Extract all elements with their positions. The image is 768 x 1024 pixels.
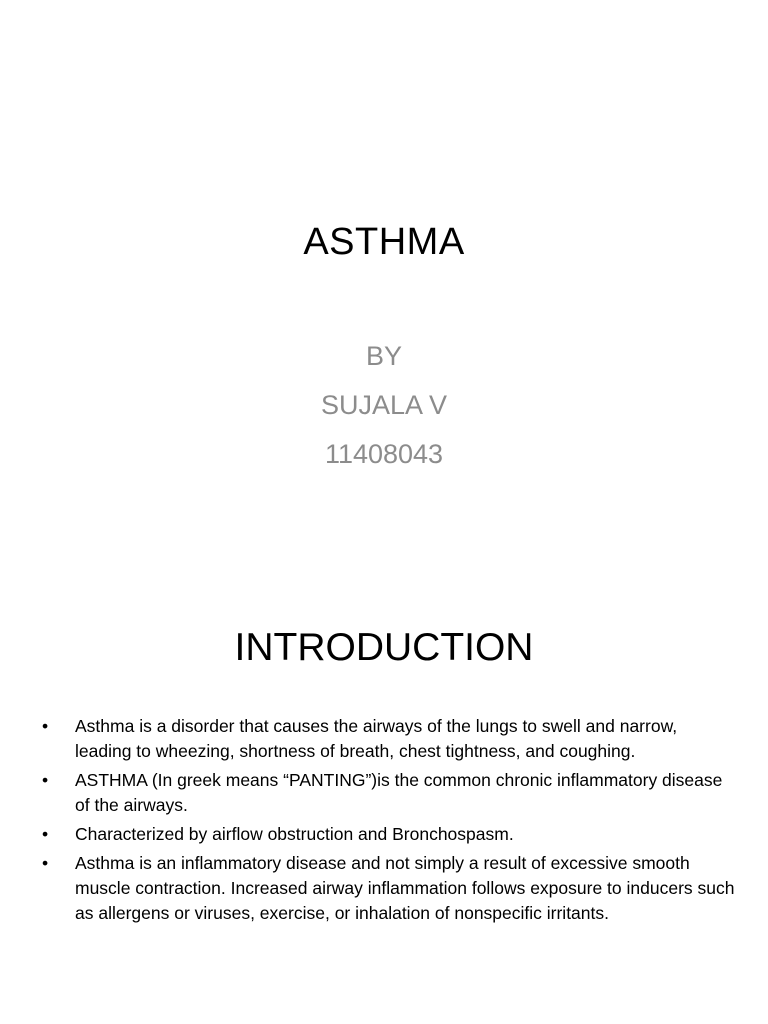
bullet-text: Asthma is an inflammatory disease and not simply a result of excessive smooth muscle contraction. Increased airway inflammation follows exposure to inducers such as allergens or viruses, exercise, or inhalation of nonspecific irritants.	[75, 853, 735, 923]
subtitle-id: 11408043	[324, 439, 444, 469]
bullet-item	[36, 822, 736, 847]
bullet-item	[36, 714, 736, 764]
bullet-text: Asthma is a disorder that causes the airways of the lungs to swell and narrow, leading to wheezing, shortness of breath, chest tightness, and coughing.	[75, 716, 678, 761]
introduction-slide	[0, 560, 768, 1024]
bullet-item	[36, 851, 736, 926]
bullet-icon: •	[42, 716, 49, 736]
bullet-icon: •	[42, 824, 49, 844]
bullet-icon: •	[42, 853, 49, 873]
intro-heading: INTRODUCTION	[234, 626, 534, 669]
slide-subtitle	[0, 332, 768, 479]
bullet-list	[36, 714, 736, 930]
subtitle-author: SUJALA V	[320, 390, 448, 420]
bullet-item	[36, 768, 736, 818]
subtitle-by: BY	[365, 341, 403, 371]
bullet-text: ASTHMA (In greek means “PANTING”)is the common chronic inflammatory disease of the airways.	[75, 770, 723, 815]
bullet-icon: •	[42, 770, 49, 790]
slide-title: ASTHMA	[303, 221, 465, 263]
bullet-text: Characterized by airflow obstruction and Bronchospasm.	[75, 824, 514, 844]
